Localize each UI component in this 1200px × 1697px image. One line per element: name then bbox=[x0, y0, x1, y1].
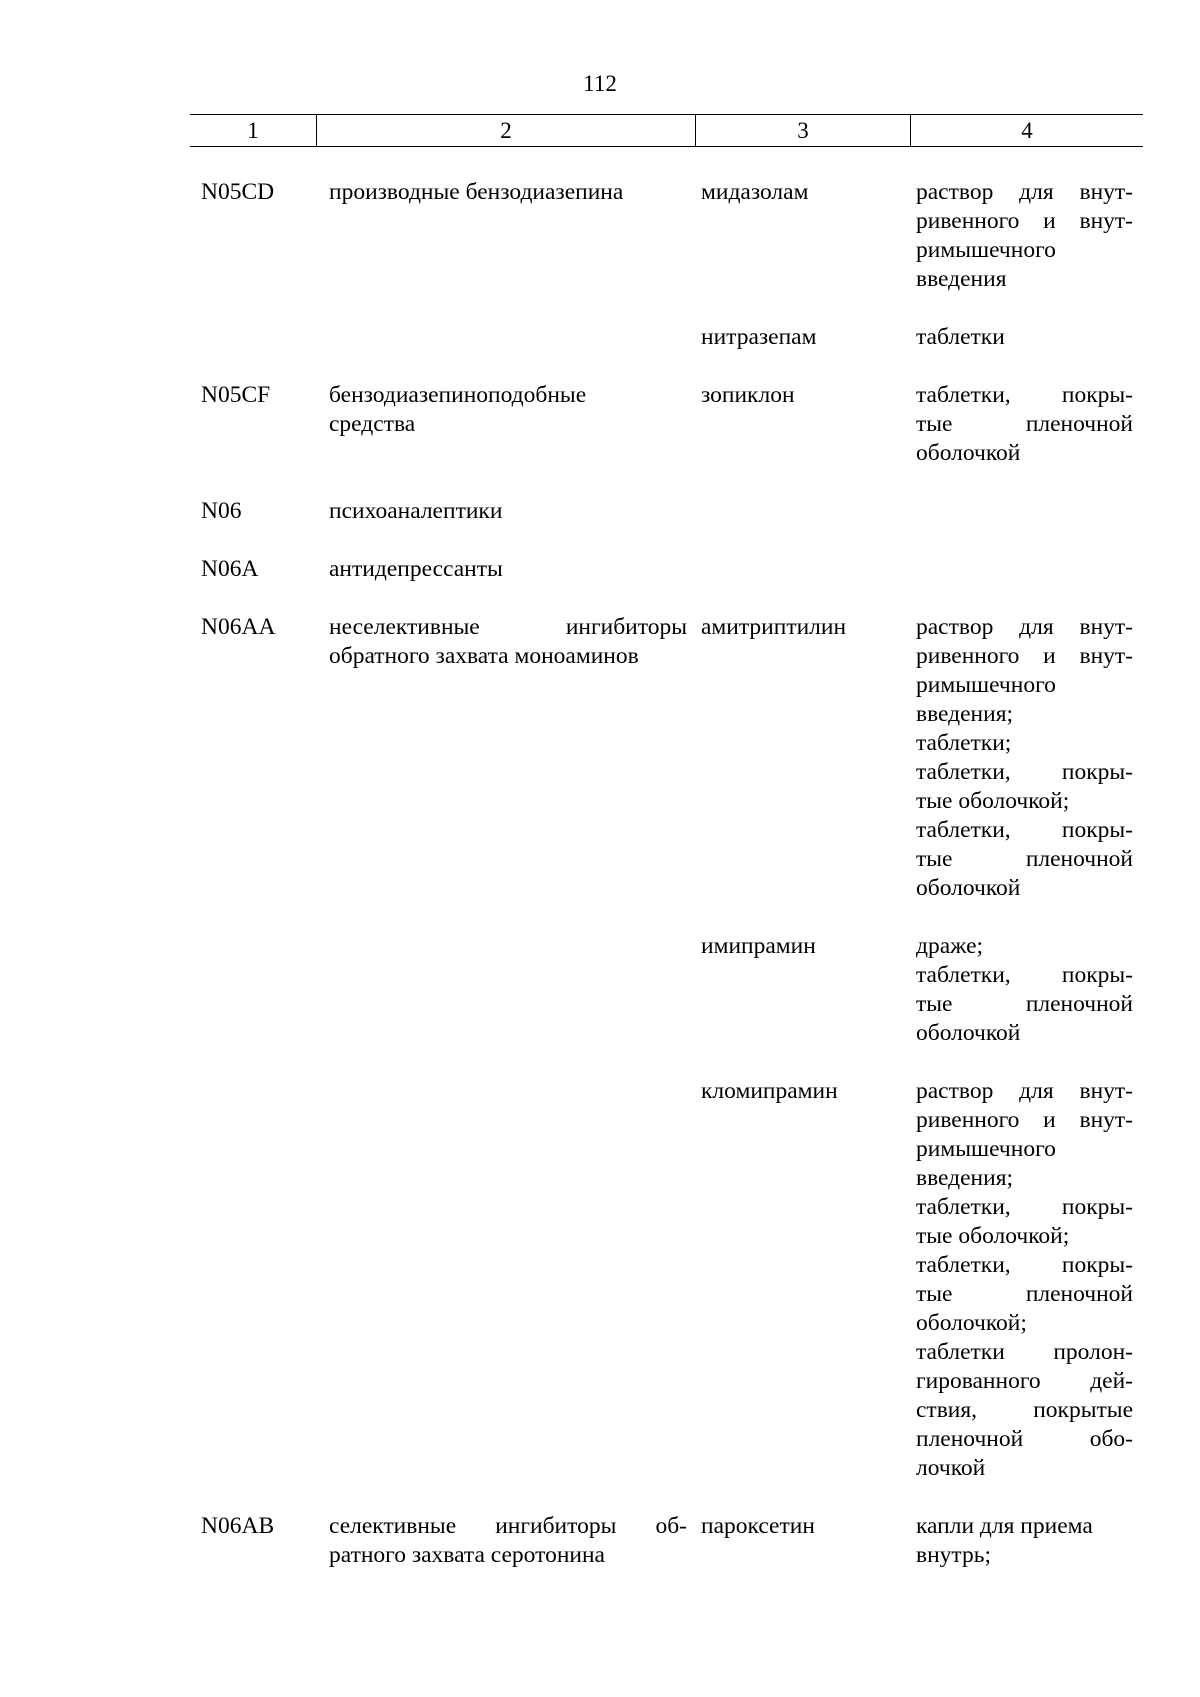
dosage-form-line: ствия, покрытые bbox=[916, 1397, 1133, 1423]
column-header-4: 4 bbox=[910, 115, 1143, 146]
dosage-form-line: введения; bbox=[916, 701, 1014, 727]
dosage-form-line: таблетки пролон- bbox=[916, 1339, 1133, 1365]
atc-code: N06A bbox=[201, 556, 259, 582]
drug-name: имипрамин bbox=[701, 933, 816, 959]
dosage-forms bbox=[910, 381, 1133, 468]
drug-name: амитриптилин bbox=[701, 614, 847, 640]
table-row bbox=[190, 613, 1143, 903]
group-line: селективные ингибиторы об- bbox=[329, 1513, 687, 1539]
table-row bbox=[190, 932, 1143, 1048]
anatomical-therapeutic-group bbox=[316, 381, 695, 468]
table-row bbox=[190, 323, 1143, 352]
table-body bbox=[190, 178, 1143, 1599]
dosage-form-line: таблетки bbox=[916, 324, 1005, 350]
dosage-form-line: тые пленочной bbox=[916, 846, 1133, 872]
group-line: бензодиазепиноподобные bbox=[329, 382, 587, 408]
dosage-form-line: внутрь; bbox=[916, 1542, 991, 1568]
dosage-form-line: римышечного bbox=[916, 672, 1056, 698]
drug-name bbox=[695, 497, 910, 526]
dosage-form-line: тые оболочкой; bbox=[916, 788, 1070, 814]
dosage-forms bbox=[910, 1077, 1133, 1483]
dosage-form-line: раствор для внут- bbox=[916, 1078, 1133, 1104]
dosage-form-line: тые пленочной bbox=[916, 411, 1133, 437]
dosage-form-line: римышечного bbox=[916, 1136, 1056, 1162]
anatomical-therapeutic-group bbox=[316, 497, 695, 526]
dosage-form-line: таблетки, покры- bbox=[916, 962, 1133, 988]
drug-name: нитразепам bbox=[701, 324, 817, 350]
dosage-form-line: гированного дей- bbox=[916, 1368, 1133, 1394]
dosage-form-line: введения bbox=[916, 266, 1007, 292]
dosage-form-line: римышечного bbox=[916, 237, 1056, 263]
dosage-form-line: тые пленочной bbox=[916, 991, 1133, 1017]
dosage-form-line: таблетки, покры- bbox=[916, 1252, 1133, 1278]
dosage-form-line: таблетки, покры- bbox=[916, 759, 1133, 785]
table-row bbox=[190, 381, 1143, 468]
group-line: производные бензодиазепина bbox=[329, 179, 624, 205]
drug-name bbox=[695, 555, 910, 584]
dosage-forms bbox=[910, 555, 1133, 584]
dosage-forms bbox=[910, 178, 1133, 294]
anatomical-therapeutic-group bbox=[316, 178, 695, 294]
dosage-form-line: лочкой bbox=[916, 1455, 986, 1481]
dosage-form-line: раствор для внут- bbox=[916, 179, 1133, 205]
dosage-forms bbox=[910, 497, 1133, 526]
atc-code bbox=[190, 932, 316, 1048]
drug-name: кломипрамин bbox=[701, 1078, 838, 1104]
dosage-forms bbox=[910, 323, 1133, 352]
dosage-forms bbox=[910, 1512, 1133, 1570]
dosage-form-line: раствор для внут- bbox=[916, 614, 1133, 640]
dosage-form-line: оболочкой bbox=[916, 875, 1021, 901]
table-row bbox=[190, 1512, 1143, 1570]
table-row bbox=[190, 1077, 1143, 1483]
group-line: психоаналептики bbox=[329, 498, 503, 524]
drug-name: пароксетин bbox=[701, 1513, 815, 1539]
atc-code: N06AA bbox=[201, 614, 276, 640]
anatomical-therapeutic-group bbox=[316, 613, 695, 903]
dosage-form-line: таблетки, покры- bbox=[916, 382, 1133, 408]
dosage-form-line: таблетки, покры- bbox=[916, 1194, 1133, 1220]
page-number: 112 bbox=[583, 71, 617, 96]
dosage-form-line: тые оболочкой; bbox=[916, 1223, 1070, 1249]
table-row bbox=[190, 497, 1143, 526]
drug-name: мидазолам bbox=[701, 179, 809, 205]
group-line: средства bbox=[329, 411, 416, 437]
column-header-3: 3 bbox=[695, 115, 910, 146]
atc-code: N05CD bbox=[201, 179, 275, 205]
atc-code bbox=[190, 1077, 316, 1483]
dosage-form-line: таблетки, покры- bbox=[916, 817, 1133, 843]
dosage-forms bbox=[910, 932, 1133, 1048]
group-line: неселективные ингибиторы bbox=[329, 614, 687, 640]
dosage-form-line: драже; bbox=[916, 933, 984, 959]
table-row bbox=[190, 178, 1143, 294]
dosage-form-line: ривенного и внут- bbox=[916, 208, 1133, 234]
dosage-form-line: ривенного и внут- bbox=[916, 643, 1133, 669]
anatomical-therapeutic-group bbox=[316, 1077, 695, 1483]
dosage-form-line: ривенного и внут- bbox=[916, 1107, 1133, 1133]
dosage-form-line: оболочкой; bbox=[916, 1310, 1027, 1336]
atc-code: N06 bbox=[201, 498, 242, 524]
group-line: ратного захвата серотонина bbox=[329, 1542, 605, 1568]
dosage-form-line: введения; bbox=[916, 1165, 1014, 1191]
dosage-form-line: капли для приема bbox=[916, 1513, 1093, 1539]
table-header bbox=[190, 114, 1143, 147]
anatomical-therapeutic-group bbox=[316, 932, 695, 1048]
anatomical-therapeutic-group bbox=[316, 1512, 695, 1570]
atc-code: N06AB bbox=[201, 1513, 275, 1539]
atc-code: N05CF bbox=[201, 382, 271, 408]
anatomical-therapeutic-group bbox=[316, 323, 695, 352]
dosage-form-line: оболочкой bbox=[916, 440, 1021, 466]
drug-name: зопиклон bbox=[701, 382, 795, 408]
anatomical-therapeutic-group bbox=[316, 555, 695, 584]
dosage-form-line: оболочкой bbox=[916, 1020, 1021, 1046]
dosage-forms bbox=[910, 613, 1133, 903]
column-header-1: 1 bbox=[247, 118, 259, 143]
dosage-form-line: тые пленочной bbox=[916, 1281, 1133, 1307]
group-line: обратного захвата моноаминов bbox=[329, 643, 639, 669]
column-header-2: 2 bbox=[316, 115, 695, 146]
atc-code bbox=[190, 323, 316, 352]
dosage-form-line: таблетки; bbox=[916, 730, 1012, 756]
dosage-form-line: пленочной обо- bbox=[916, 1426, 1133, 1452]
table-row bbox=[190, 555, 1143, 584]
group-line: антидепрессанты bbox=[329, 556, 503, 582]
